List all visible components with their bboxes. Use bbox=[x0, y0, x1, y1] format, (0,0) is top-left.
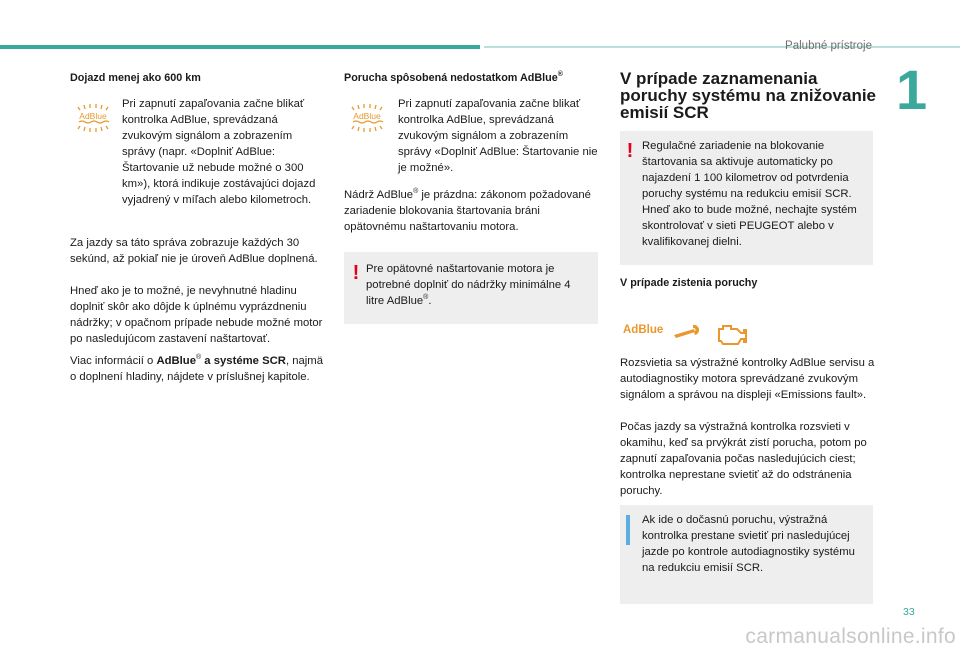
middle-heading: Porucha spôsobená nedostatkom AdBlue® bbox=[344, 71, 563, 84]
right-warning-note bbox=[620, 131, 873, 265]
wrench-icon bbox=[674, 325, 699, 338]
left-paragraph-2: Hneď ako je to možné, je nevyhnutné hladinu doplniť skôr ako dôjde k úplnému vyprázdneniu nádržky; v opačnom prípade nebude možné motor po nasledujúcom zastavení naštartovať. bbox=[70, 285, 323, 345]
middle-paragraph-1: Nádrž AdBlue® je prázdna: zákonom požadované zariadenie blokovania štartovania bráni opätovnému naštartovaniu motora. bbox=[344, 188, 591, 233]
svg-text:AdBlue: AdBlue bbox=[79, 111, 107, 121]
page-number: 33 bbox=[903, 606, 915, 618]
left-paragraph-3: Viac informácií o AdBlue® a systéme SCR, najmä o doplnení hladiny, nájdete v príslušnej kapitole. bbox=[70, 354, 323, 383]
exclamation-icon: ! bbox=[626, 140, 634, 162]
warning-icons-row bbox=[621, 320, 753, 346]
svg-text:AdBlue: AdBlue bbox=[353, 111, 381, 121]
adblue-warning-icon bbox=[343, 101, 389, 135]
right-note-text: Regulačné zariadenie na blokovanie štartovania sa aktivuje automaticky po najazdení 1 100 kilometrov od potvrdenia poruchy systému na redukciu emisií SCR. Hneď ako to bude možné, nechajte systém skontrolovať v sieti PEUGEOT alebo v kvalifikovanej dielni. bbox=[642, 140, 857, 248]
middle-note-text: Pre opätovné naštartovanie motora je potrebné doplniť do nádržky minimálne 4 litre AdBlue®. bbox=[366, 263, 571, 307]
adblue-warning-icon bbox=[69, 101, 115, 135]
header-bar bbox=[0, 45, 480, 49]
exclamation-icon: ! bbox=[352, 262, 360, 284]
middle-warning-note bbox=[344, 252, 598, 324]
header-bar-right bbox=[484, 46, 960, 48]
adblue-label-icon: AdBlue bbox=[623, 324, 664, 336]
left-paragraph-1: Za jazdy sa táto správa zobrazuje každých 30 sekúnd, až pokiaľ nie je úroveň AdBlue doplnená. bbox=[70, 237, 318, 265]
engine-icon bbox=[719, 326, 746, 344]
section-title: Palubné prístroje bbox=[785, 40, 872, 52]
chapter-number: 1 bbox=[896, 58, 928, 121]
right-paragraph-1: Rozsvietia sa výstražné kontrolky AdBlue servisu a autodiagnostiky motora sprevádzané zvukovým signálom a správou na displeji «Emissions fault». bbox=[620, 357, 875, 401]
right-info-note bbox=[620, 505, 873, 604]
info-icon bbox=[626, 515, 630, 545]
right-paragraph-2: Počas jazdy sa výstražná kontrolka rozsvieti v okamihu, keď sa prvýkrát zistí porucha, potom po zapnutí zapaľovania počas nasledujúcich ciest; kontrolka neprestane svietiť až do odstránenia poruchy. bbox=[620, 421, 867, 497]
watermark: carmanualsonline.info bbox=[745, 625, 956, 648]
middle-indent-text: Pri zapnutí zapaľovania začne blikať kontrolka AdBlue, sprevádzaná zvukovým signálom a zobrazením správy «Doplniť AdBlue: Štartovanie nie je možné». bbox=[398, 98, 598, 174]
left-indent-text: Pri zapnutí zapaľovania začne blikať kontrolka AdBlue, sprevádzaná zvukovým signálom a zobrazením správy (napr. «Doplniť AdBlue: Štartovanie už nebude možné o 300 km»), ktorá indikuje zostávajúci dojazd vyjadrený v míľach alebo kilometroch. bbox=[122, 98, 316, 206]
left-heading: Dojazd menej ako 600 km bbox=[70, 72, 201, 84]
right-heading: V prípade zaznamenania poruchy systému na znižovanie emisií SCR bbox=[620, 69, 877, 122]
right-subheading: V prípade zistenia poruchy bbox=[620, 277, 758, 289]
right-info-text: Ak ide o dočasnú poruchu, výstražná kontrolka prestane svietiť pri nasledujúcej jazde po kontrole autodiagnostiky systému na redukciu emisií SCR. bbox=[642, 514, 855, 574]
